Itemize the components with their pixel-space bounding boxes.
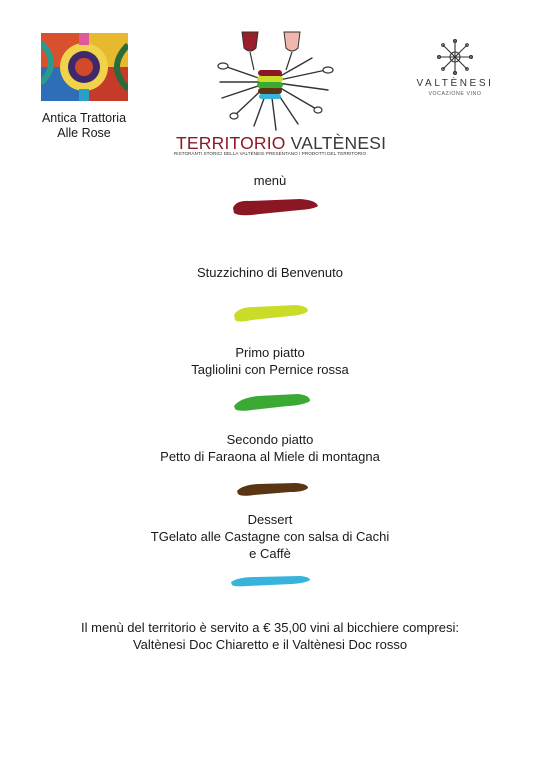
course-starter (0, 264, 540, 281)
footer-price-line: Il menù del territorio è servito a € 35,00 vini al bicchiere compresi: (81, 620, 459, 635)
lime-brush-stroke (230, 301, 310, 325)
territorio-emblem (214, 26, 336, 133)
brown-brush-stroke (234, 479, 310, 499)
valtenesi-emblem-icon (436, 38, 474, 76)
course-dessert-title: Dessert (247, 512, 293, 527)
course-dessert-dish-cont: e Caffè (249, 546, 291, 561)
territorio-subtitle: RISTORANTI STORICI DELLA VALTÈNESI PRESENTANO I PRODOTTI DEL TERRITORIO (173, 151, 367, 156)
course-dessert (0, 511, 540, 562)
course-first (0, 344, 540, 378)
trattoria-name (20, 111, 148, 141)
trattoria-name-line1: Antica Trattoria (41, 111, 127, 125)
course-first-title: Primo piatto (235, 345, 305, 360)
trattoria-name-line2: Alle Rose (57, 126, 111, 140)
course-second-title: Secondo piatto (226, 432, 314, 447)
valtenesi-tagline: VOCAZIONE VINO (428, 91, 482, 97)
footer-wines-line: Valtènesi Doc Chiaretto e il Valtènesi Doc rosso (132, 637, 408, 652)
sky-blue-brush-stroke (228, 572, 312, 590)
valtenesi-brand: VALTÈNESI (416, 78, 494, 89)
dark-red-brush-stroke (230, 196, 320, 220)
trattoria-logo (41, 33, 128, 101)
menu-heading: menù (253, 173, 287, 188)
course-first-dish: Tagliolini con Pernice rossa (191, 362, 349, 377)
course-second-dish: Petto di Faraona al Miele di montagna (160, 449, 380, 464)
menu-footer (0, 619, 540, 653)
course-starter-line1: Stuzzichino di Benvenuto (197, 265, 343, 280)
course-dessert-dish: TGelato alle Castagne con salsa di Cachi (150, 529, 390, 544)
green-brush-stroke (230, 390, 312, 414)
territorio-title-part2: VALTÈNESI (290, 133, 387, 153)
course-second (0, 431, 540, 465)
territorio-title-part1: TERRITORIO (176, 133, 286, 153)
